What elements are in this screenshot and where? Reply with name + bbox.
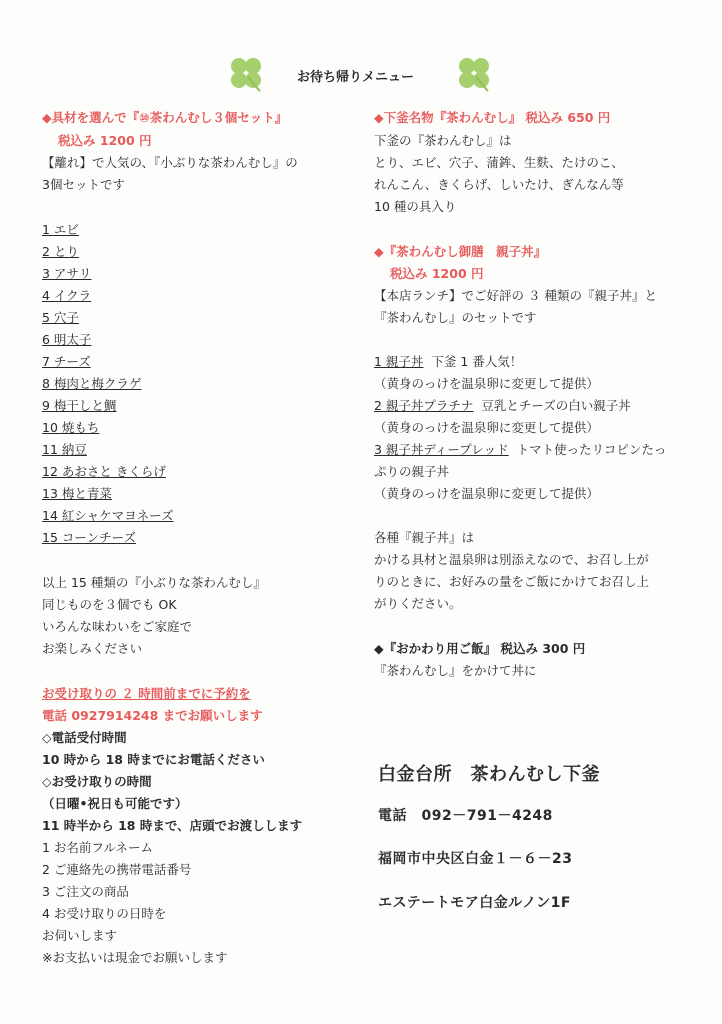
rice-text: 『茶わんむし』をかけて丼に (374, 663, 537, 678)
main-desc: とり、エビ、穴子、蒲鉾、生麩、たけのこ、 (374, 155, 624, 170)
hours-text: 10 時から 18 時までにお電話ください (42, 752, 265, 767)
list-item: 12 あおさと きくらげ (42, 464, 166, 479)
payment-note: ※お支払いは現金でお願いします (42, 950, 228, 965)
list-item: 3 アサリ (42, 266, 92, 281)
oyako-text-cont: ぷりの親子丼 (374, 464, 450, 479)
note-line: がりください。 (374, 596, 462, 611)
list-item: 10 焼もち (42, 420, 100, 435)
hours-heading: ◇電話受付時間 (42, 730, 127, 745)
oyako-title: 1 親子丼 (374, 354, 424, 369)
oyako-item-2 (374, 395, 631, 417)
reserve-phone: 電話 0927914248 までお願いします (42, 708, 263, 723)
oyako-item-3 (374, 439, 666, 461)
oyako-note: （黄身のっけを温泉卵に変更して提供） (374, 486, 599, 501)
set-heading: ◆具材を選んで『⑩茶わんむし３個セット』 (42, 110, 288, 125)
clover-icon-right (454, 53, 494, 93)
closing-line: お伺いします (42, 928, 118, 943)
summary-line: 以上 15 種類の『小ぶりな茶わんむし』 (42, 575, 266, 590)
step-item: 3 ご注文の商品 (42, 884, 129, 899)
pickup-text: 11 時半から 18 時まで、店頭でお渡しします (42, 818, 303, 833)
oyako-note: （黄身のっけを温泉卵に変更して提供） (374, 376, 599, 391)
main-desc: 下釜の『茶わんむし』は (374, 133, 512, 148)
pickup-note: （日曜•祝日も可能です） (42, 796, 188, 811)
list-item: 8 梅肉と梅クラゲ (42, 376, 142, 391)
shop-phone: 電話 092－791－4248 (378, 808, 553, 824)
rice-heading: ◆『おかわり用ご飯』 税込み 300 円 (374, 641, 586, 656)
clover-icon-left (226, 53, 266, 93)
note-line: りのときに、お好みの量をご飯にかけてお召し上 (374, 574, 650, 589)
page-title: お待ち帰りメニュー (297, 70, 415, 85)
set-desc-2: 3個セットです (42, 177, 125, 192)
oyako-title: 3 親子丼ディープレッド (374, 442, 509, 457)
note-line: 各種『親子丼』は (374, 530, 475, 545)
main-desc: れんこん、きくらげ、しいたけ、ぎんなん等 (374, 177, 624, 192)
shop-address: 福岡市中央区白金１－６－23 (378, 851, 573, 867)
step-item: 4 お受け取りの日時を (42, 906, 167, 921)
shop-building: エステートモア白金ルノン1F (378, 895, 571, 911)
list-item: 15 コーンチーズ (42, 530, 137, 545)
note-line: かける具材と温泉卵は別添えなので、お召し上が (374, 552, 649, 567)
reserve-notice: お受け取りの ２ 時間前までに予約を (42, 686, 251, 701)
gozen-heading: ◆『茶わんむし御膳 親子丼』 (374, 244, 547, 259)
list-item: 4 イクラ (42, 288, 92, 303)
list-item: 7 チーズ (42, 354, 91, 369)
main-heading: ◆下釜名物『茶わんむし』 税込み 650 円 (374, 110, 611, 125)
step-item: 2 ご連絡先の携帯電話番号 (42, 862, 192, 877)
list-item: 13 梅と青菜 (42, 486, 112, 501)
gozen-price: 税込み 1200 円 (390, 266, 484, 281)
set-desc-1: 【離れ】で人気の、『小ぶりな茶わんむし』の (42, 155, 298, 170)
oyako-title: 2 親子丼プラチナ (374, 398, 474, 413)
summary-line: 同じものを３個でも OK (42, 597, 177, 612)
list-item: 2 とり (42, 244, 79, 259)
oyako-text: 豆乳とチーズの白い親子丼 (481, 398, 631, 413)
oyako-text: トマト使ったリコピンたっ (516, 442, 667, 457)
gozen-desc: 『茶わんむし』のセットです (374, 310, 537, 325)
gozen-desc: 【本店ランチ】でご好評の ３ 種類の『親子丼』と (374, 288, 657, 303)
list-item: 5 穴子 (42, 310, 79, 325)
list-item: 1 エビ (42, 222, 79, 237)
pickup-heading: ◇お受け取りの時間 (42, 774, 152, 789)
list-item: 14 紅シャケマヨネーズ (42, 508, 174, 523)
summary-line: お楽しみください (42, 641, 143, 656)
step-item: 1 お名前フルネーム (42, 840, 154, 855)
summary-line: いろんな味わいをご家庭で (42, 619, 193, 634)
oyako-text: 下釜 1 番人気！ (431, 354, 523, 369)
set-price: 税込み 1200 円 (58, 133, 152, 148)
oyako-note: （黄身のっけを温泉卵に変更して提供） (374, 420, 599, 435)
list-item: 9 梅干しと鯛 (42, 398, 117, 413)
shop-name: 白金台所 茶わんむし下釜 (378, 764, 600, 785)
list-item: 6 明太子 (42, 332, 92, 347)
list-item: 11 納豆 (42, 442, 87, 457)
oyako-item-1 (374, 351, 522, 373)
main-desc: 10 種の具入り (374, 199, 457, 214)
